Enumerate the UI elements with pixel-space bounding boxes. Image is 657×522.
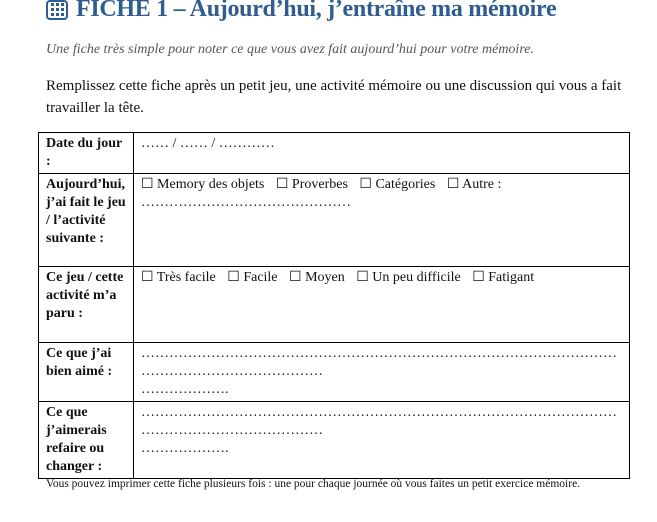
- checkbox-moyen[interactable]: ☐ Moyen: [289, 270, 345, 285]
- checkbox-facile[interactable]: ☐ Facile: [227, 270, 278, 285]
- label-activity: Aujourd’hui, j’ai fait le jeu / l’activité suivante :: [39, 174, 134, 267]
- form-table: [38, 132, 630, 479]
- liked-field[interactable]: [134, 343, 630, 402]
- checkbox-categories[interactable]: ☐ Catégories: [359, 177, 436, 192]
- difficulty-field[interactable]: [134, 267, 630, 343]
- footer-note: Vous pouvez imprimer cette fiche plusieurs fois : une pour chaque journée où vous faites un petit exercice mémoire.: [46, 478, 581, 490]
- change-field[interactable]: [134, 402, 630, 479]
- row-difficulty: [39, 267, 630, 343]
- date-field[interactable]: …… / …… / …………: [134, 133, 630, 174]
- change-line-1[interactable]: ……………………………………………………………………………………………………………………………: [141, 405, 617, 438]
- subtitle: Une fiche très simple pour noter ce que vous avez fait aujourd’hui pour votre mémoire.: [46, 42, 534, 57]
- intro-text: Remplissez cette fiche après un petit jeu, une activité mémoire ou une discussion qui vous a fait travailler la tête.: [46, 78, 622, 116]
- label-date: Date du jour :: [39, 133, 134, 174]
- title-text: FICHE 1 – Aujourd’hui, j’entraîne ma mémoire: [76, 0, 557, 22]
- liked-line-2[interactable]: ……………….: [141, 382, 229, 397]
- calendar-icon: [46, 0, 68, 20]
- checkbox-fatigant[interactable]: ☐ Fatigant: [472, 270, 535, 285]
- label-difficulty: Ce jeu / cette activité m’a paru :: [39, 267, 134, 343]
- checkbox-proverbes[interactable]: ☐ Proverbes: [275, 177, 348, 192]
- row-change: [39, 402, 630, 479]
- row-liked: [39, 343, 630, 402]
- checkbox-tres-facile[interactable]: ☐ Très facile: [141, 270, 216, 285]
- label-change: Ce que j’aimerais refaire ou changer :: [39, 402, 134, 479]
- checkbox-un-peu-difficile[interactable]: ☐ Un peu difficile: [356, 270, 461, 285]
- liked-line-1[interactable]: ……………………………………………………………………………………………………………………………: [141, 346, 617, 379]
- activity-field[interactable]: [134, 174, 630, 267]
- page-title: [46, 0, 646, 23]
- checkbox-autre[interactable]: ☐ Autre :: [446, 177, 502, 192]
- label-liked: Ce que j’ai bien aimé :: [39, 343, 134, 402]
- autre-line[interactable]: ………………………………………: [141, 195, 351, 210]
- row-activity: [39, 174, 630, 267]
- change-line-2[interactable]: ……………….: [141, 441, 229, 456]
- checkbox-memory[interactable]: ☐ Memory des objets: [141, 177, 265, 192]
- row-date: [39, 133, 630, 174]
